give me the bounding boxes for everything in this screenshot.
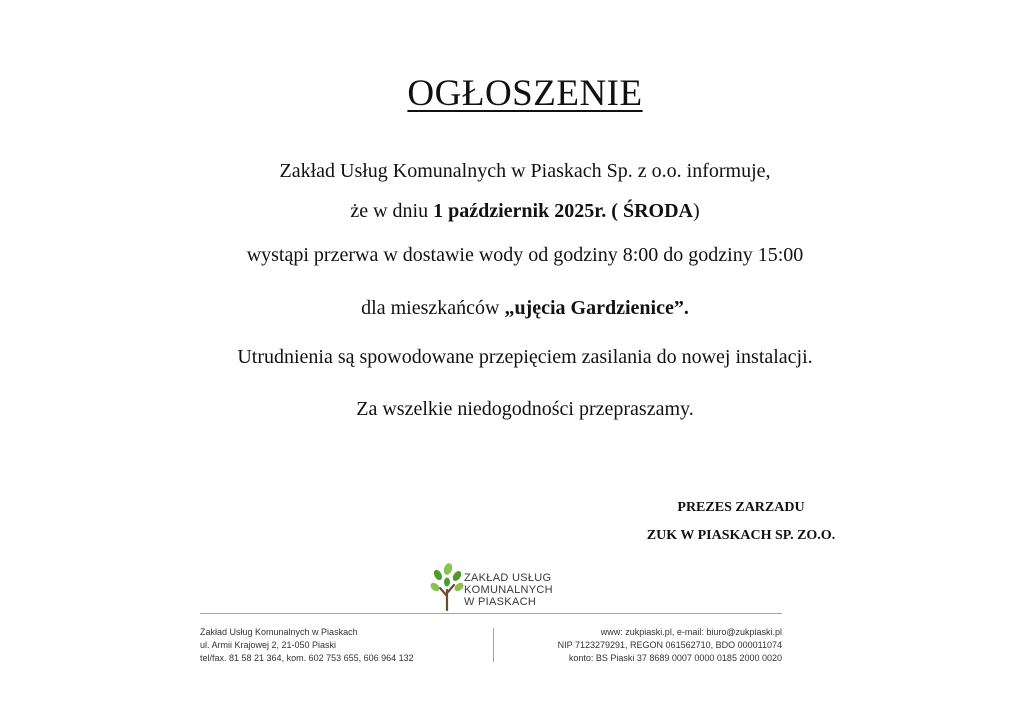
notice-line-cause: Utrudnienia są spowodowane przepięciem zasilania do nowej instalacji.	[237, 346, 813, 368]
footer-column-separator	[493, 628, 494, 662]
notice-line-intro: Zakład Usług Komunalnych w Piaskach Sp. z o.o. informuje,	[279, 160, 771, 182]
notice-line-apology: Za wszelkie niedogodności przepraszamy.	[356, 398, 694, 420]
logo-wordmark	[464, 572, 553, 608]
tree-logo-icon	[430, 560, 464, 612]
footer-address	[200, 626, 414, 665]
footer-phone: tel/fax. 81 58 21 364, kom. 602 753 655, 606 964 132	[200, 653, 414, 663]
leaf-2	[432, 568, 444, 581]
footer-tax-ids: NIP 7123279291, REGON 061562710, BDO 000011074	[557, 640, 782, 650]
logo-line-1: ZAKŁAD USŁUG	[464, 572, 552, 584]
logo-line-2: KOMUNALNYCH	[464, 584, 553, 596]
footer-bank-account: konto: BS Piaski 37 8689 0007 0000 0185 2000 0020	[568, 653, 782, 663]
notice-line-hours: wystąpi przerwa w dostawie wody od godziny 8:00 do godziny 15:00	[246, 244, 804, 266]
leaf-3	[451, 569, 463, 582]
leaf-6	[444, 578, 450, 587]
tree-trunk	[440, 585, 454, 610]
signature-org: ZUK W PIASKACH SP. ZO.O.	[646, 528, 836, 543]
residents-prefix: dla mieszkańców	[361, 297, 505, 319]
notice-line-residents	[0, 297, 1024, 320]
date-prefix: że w dniu	[350, 200, 434, 222]
footer-web-email: www: zukpiaski.pl, e-mail: biuro@zukpiaski.pl	[600, 627, 782, 637]
footer-contact	[520, 626, 782, 665]
leaf-1	[442, 562, 454, 576]
leaf-5	[453, 581, 464, 593]
footer-street: ul. Armii Krajowej 2, 21-050 Piaski	[200, 640, 337, 650]
leaf-4	[430, 581, 441, 593]
footer-company: Zakład Usług Komunalnych w Piaskach	[200, 627, 358, 637]
footer-divider	[200, 613, 782, 614]
signature-role: PREZES ZARZADU	[677, 500, 805, 515]
residents-bold: „ujęcia Gardzienice”.	[504, 297, 689, 319]
notice-line-date	[0, 200, 1024, 223]
company-logo	[430, 560, 600, 612]
logo-line-3: W PIASKACH	[464, 596, 537, 608]
notice-title: OGŁOSZENIE	[407, 73, 643, 114]
date-suffix: )	[692, 200, 700, 222]
date-bold: 1 październik 2025r. ( ŚRODA	[433, 200, 693, 222]
